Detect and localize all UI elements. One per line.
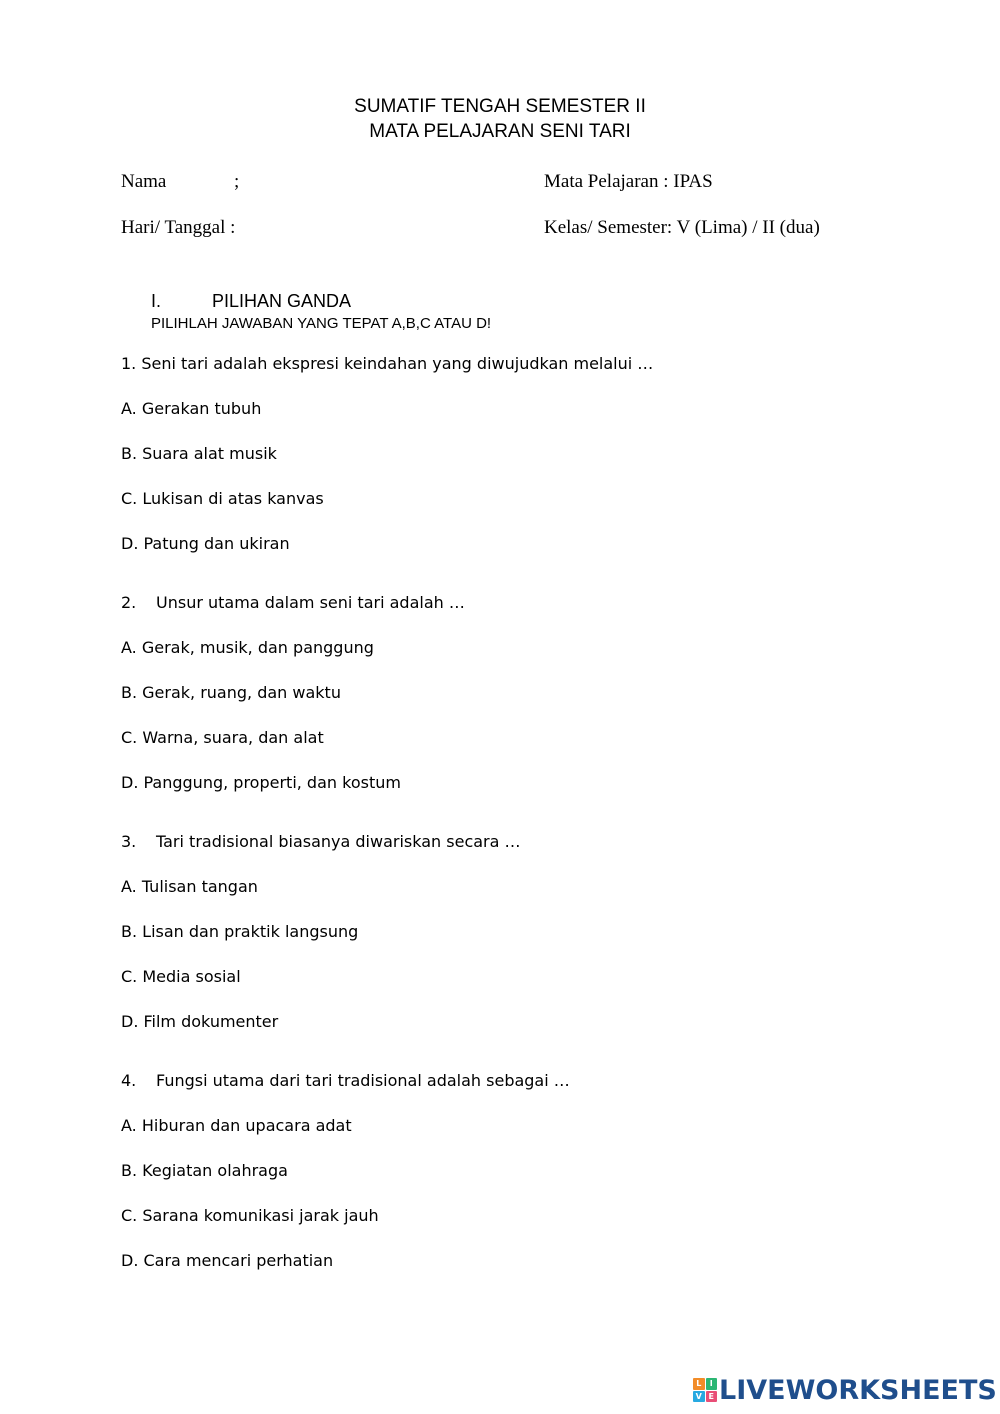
option-2a[interactable]: A. Gerak, musik, dan panggung — [121, 638, 374, 657]
option-2d[interactable]: D. Panggung, properti, dan kostum — [121, 773, 401, 792]
question-text: Fungsi utama dari tari tradisional adalah sebagai … — [156, 1071, 570, 1090]
section-number: I. — [151, 291, 162, 311]
logo-cell-e: E — [706, 1391, 718, 1403]
option-3c[interactable]: C. Media sosial — [121, 967, 241, 986]
option-1c[interactable]: C. Lukisan di atas kanvas — [121, 489, 324, 508]
section-instruction: PILIHLAH JAWABAN YANG TEPAT A,B,C ATAU D! — [151, 315, 492, 332]
option-1b[interactable]: B. Suara alat musik — [121, 444, 277, 463]
page-subtitle: MATA PELAJARAN SENI TARI — [369, 121, 631, 142]
logo-cell-i: I — [706, 1378, 718, 1390]
question-number: 3. — [121, 832, 137, 851]
liveworksheets-logo[interactable] — [693, 1374, 997, 1406]
logo-cell-v: V — [693, 1391, 705, 1403]
question-2 — [121, 593, 465, 612]
option-3d[interactable]: D. Film dokumenter — [121, 1012, 279, 1031]
option-3b[interactable]: B. Lisan dan praktik langsung — [121, 922, 359, 941]
question-1 — [121, 354, 653, 373]
question-text: Unsur utama dalam seni tari adalah … — [156, 593, 465, 612]
page-title: SUMATIF TENGAH SEMESTER II — [354, 96, 646, 117]
option-2c[interactable]: C. Warna, suara, dan alat — [121, 728, 324, 747]
mata-pelajaran: Mata Pelajaran : IPAS — [544, 171, 713, 192]
option-2b[interactable]: B. Gerak, ruang, dan waktu — [121, 683, 341, 702]
logo-cell-l: L — [693, 1378, 705, 1390]
nama-separator: ; — [234, 171, 240, 192]
option-4b[interactable]: B. Kegiatan olahraga — [121, 1161, 288, 1180]
option-1a[interactable]: A. Gerakan tubuh — [121, 399, 262, 418]
question-3 — [121, 832, 521, 851]
question-number: 2. — [121, 593, 137, 612]
question-text: Tari tradisional biasanya diwariskan secara … — [156, 832, 521, 851]
question-number: 1. — [121, 354, 137, 373]
question-text: Seni tari adalah ekspresi keindahan yang diwujudkan melalui … — [141, 354, 654, 373]
option-4c[interactable]: C. Sarana komunikasi jarak jauh — [121, 1206, 379, 1225]
section-title: PILIHAN GANDA — [212, 291, 352, 311]
option-3a[interactable]: A. Tulisan tangan — [121, 877, 258, 896]
option-4a[interactable]: A. Hiburan dan upacara adat — [121, 1116, 352, 1135]
question-number: 4. — [121, 1071, 137, 1090]
liveworksheets-logo-icon — [693, 1378, 717, 1402]
liveworksheets-logo-text: LIVEWORKSHEETS — [719, 1374, 997, 1406]
option-4d[interactable]: D. Cara mencari perhatian — [121, 1251, 334, 1270]
hari-tanggal-label: Hari/ Tanggal : — [121, 217, 236, 238]
question-4 — [121, 1071, 570, 1090]
option-1d[interactable]: D. Patung dan ukiran — [121, 534, 290, 553]
nama-label: Nama — [121, 171, 167, 192]
kelas-semester: Kelas/ Semester: V (Lima) / II (dua) — [544, 217, 820, 238]
